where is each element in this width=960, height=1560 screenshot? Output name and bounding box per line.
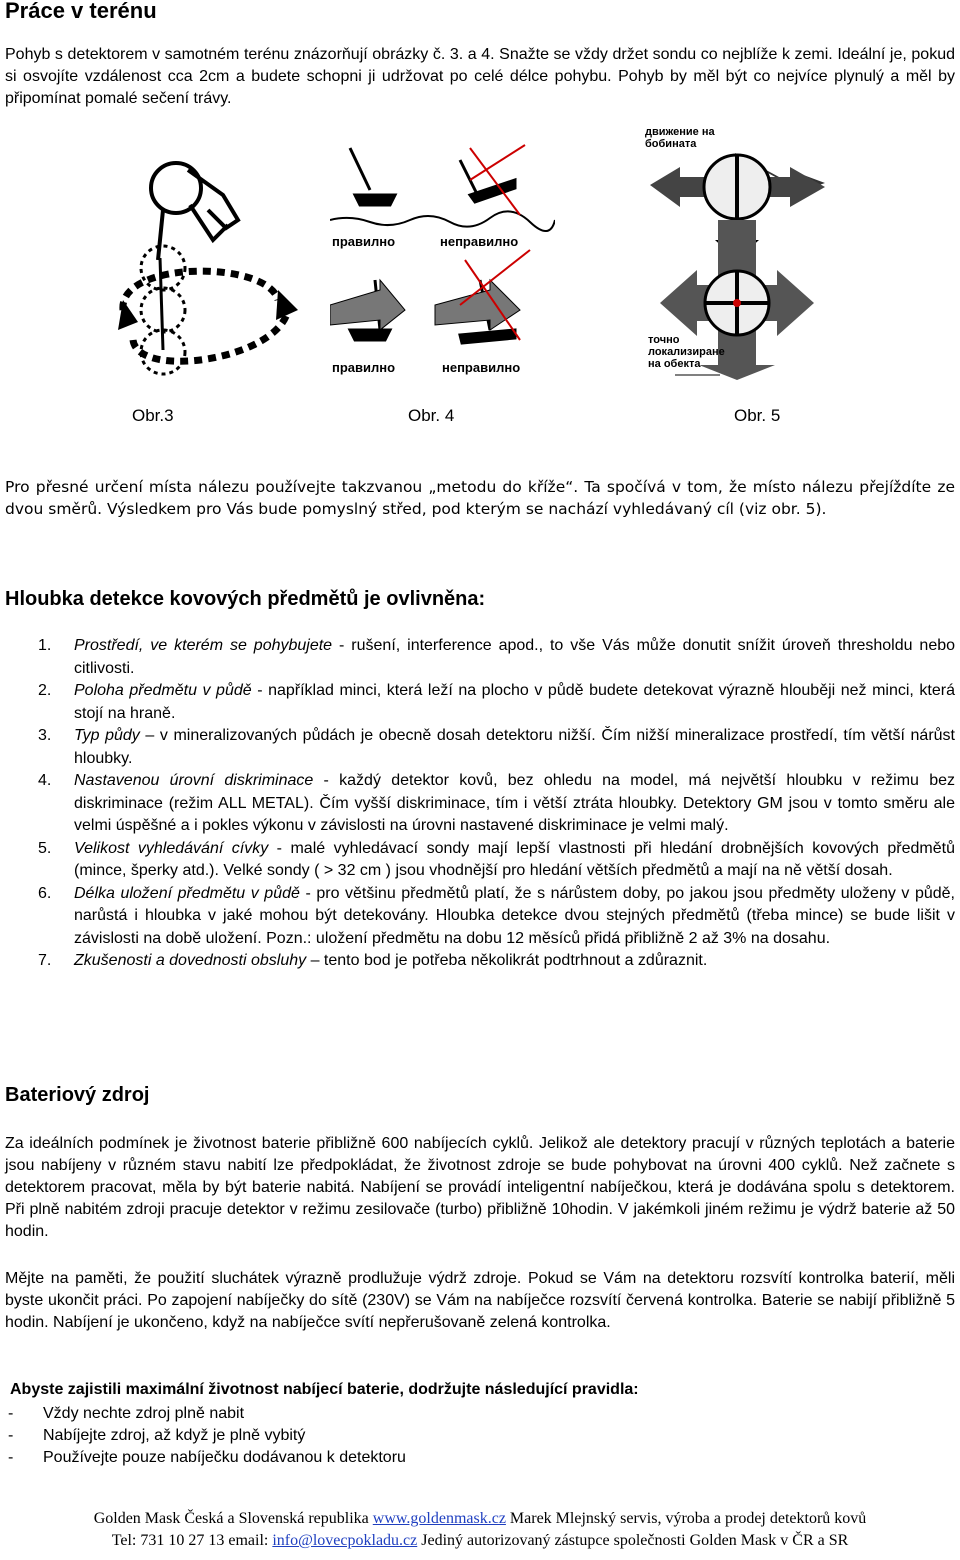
fig5-bottom-label-3: на обекта	[648, 358, 701, 370]
fig5-top-label-1: движение на	[645, 126, 715, 138]
item-heading: Délka uložení předmětu v půdě	[74, 884, 300, 902]
depth-factor-item	[5, 770, 955, 838]
website-link[interactable]: www.goldenmask.cz	[372, 1510, 506, 1527]
footer-representative: Jediný autorizovaný zástupce společnosti Golden Mask v ČR a SR	[417, 1532, 849, 1549]
figure-3-sweep-illustration	[118, 150, 308, 390]
figure-5-caption: Obr. 5	[734, 406, 781, 425]
depth-section-title: Hloubka detekce kovových předmětů je ovlivněna:	[5, 588, 486, 610]
depth-factor-item	[5, 635, 955, 680]
battery-paragraph-2: Mějte na paměti, že použití sluchátek výrazně prodlužuje výdrž zdroje. Pokud se Vám na detektoru rozsvítí kontrolka baterií, měli byste ukončit práci. Po zapojení nabíječky do sítě (230V) se Vám na nabíječce rozsvítí červená kontrolka. Baterie se nabijí přibližně 5 hodin. Nabíjení je ukončeno, když na nabíječce svítí nepřerušovaně zelená kontrolka.	[5, 1270, 955, 1331]
item-description: - například minci, která leží na plocho v půdě budete detekovat výrazně hlouběji než minci, která stojí na hraně.	[74, 682, 955, 722]
email-link[interactable]: info@lovecpokladu.cz	[272, 1532, 418, 1549]
item-number: 4.	[38, 772, 52, 789]
item-heading: Nastavenou úrovní diskriminace	[74, 772, 314, 789]
fig5-bottom-label-2: локализиране	[648, 346, 725, 358]
footer-phone: Tel: 731 10 27 13 email:	[111, 1532, 273, 1549]
item-number: 2.	[38, 682, 52, 699]
item-heading: Zkušenosti a dovednosti obsluhy	[74, 952, 307, 969]
battery-rules-list	[5, 1403, 905, 1469]
fig4-wrong-label-top: неправилно	[440, 234, 519, 249]
rule-text: Používejte pouze nabíječku dodávanou k detektoru	[43, 1449, 406, 1466]
depth-factor-item	[5, 950, 955, 973]
item-description: - malé vyhledávací sondy mají lepší vlastnosti při hledání drobnějších kovových předmětů (mince, šperky atd.). Velké sondy ( > 32 cm ) jsou vhodnější pro hledání větších předmětů a mají na ně větší dosah.	[74, 839, 955, 879]
item-number: 5.	[38, 839, 52, 857]
fig4-wrong-label-bottom: неправилно	[442, 360, 521, 375]
item-description: – v mineralizovaných půdách je obecně dosah detektoru nižší. Čím nižší mineralizace prostředí, tím větší nárůst hloubky.	[74, 727, 955, 767]
item-heading: Velikost vyhledávání cívky	[74, 839, 269, 857]
battery-rules-title: Abyste zajistili maximální životnost nabíjecí baterie, dodržujte následující pravidla:	[10, 1381, 639, 1398]
item-description: – tento bod je potřeba několikrát podtrhnout a zdůraznit.	[306, 952, 708, 969]
item-number: 7.	[38, 952, 52, 969]
item-number: 6.	[38, 884, 52, 902]
operator-head	[151, 163, 201, 213]
battery-section-title: Bateriový zdroj	[5, 1084, 150, 1106]
depth-factor-item	[5, 883, 955, 951]
battery-paragraph-1: Za ideálních podmínek je životnost baterie přibližně 600 nabíjecích cyklů. Jelikož ale detektory pracují v různých teplotách a baterie jsou nabíjeny v různém stavu nabití lze předpokládat, že životnost zdroje se bude pohybovat na úrovni 400 cyklů. Než začnete s detektorem pracovat, měla by být baterie nabitá. Nabíjení se provádí inteligentní nabíječkou, která je dodávána spolu s detektorem. Při plně nabitém zdroji pracuje detektor v režimu zesilovače (turbo) přibližně 10hodin. V jakémkoli jiném režimu je výdrž baterie až 50 hodin.	[5, 1135, 955, 1240]
item-number: 3.	[38, 727, 52, 744]
depth-factor-item	[5, 680, 955, 725]
depth-factor-item	[5, 725, 955, 770]
item-heading: Prostředí, ve kterém se pohybujete	[74, 637, 333, 654]
item-number: 1.	[38, 637, 52, 654]
list-item: - Používejte pouze nabíječku dodávanou k detektoru	[8, 1449, 406, 1466]
fig4-correct-label-top: правилно	[332, 234, 396, 249]
item-description: - rušení, interference apod., to vše Vás může donutit snížit úroveň thresholdu nebo citlivosti.	[74, 637, 956, 677]
depth-factors-list	[5, 635, 955, 973]
footer-company: Golden Mask Česká a Slovenská republika	[93, 1510, 373, 1527]
figure-3-caption: Obr.3	[132, 406, 174, 425]
item-description: - pro většinu předmětů platí, že s nárůstem doby, po jakou jsou předměty uloženy v půdě, narůstá i hloubka v jaké mohou být detekovány. Hloubka detekce dvou stejných předmětů (třeba mince) se bude lišit v závislosti na době uložení. Pozn.: uložení předmětu na dobu 12 měsíců přidá přibližně 2 až 3% na dosahu.	[74, 884, 956, 947]
intro-paragraph: Pohyb s detektorem v samotném terénu znázorňují obrázky č. 3. a 4. Snažte se vždy držet sondu co nejblíže k zemi. Ideální je, pokud si osvojíte vzdálenost cca 2cm a budete schopni ji udržovat po celé délce pohybu. Pohyb by měl být co nejvíce plynulý a měl by připomínat pomalé sečení trávy.	[5, 46, 955, 107]
footer-line-2	[0, 1530, 960, 1552]
item-description: - každý detektor kovů, bez ohledu na model, má největší hloubku v režimu bez diskriminace (režim ALL METAL). Čím vyšší diskriminace, tím i větší ztráta hloubky. Detektory GM jsou v tomto směru ale velmi úspěšné a i pokles výkonu v závislosti na úrovni nastavené diskriminace je velmi malý.	[74, 772, 955, 834]
figure-4-coil-angle-illustration	[330, 140, 555, 385]
fig5-bottom-label-1: точно	[648, 334, 680, 346]
figure-5-cross-method-illustration	[640, 125, 840, 380]
fig5-top-label-2: бобината	[645, 138, 697, 150]
footer-line-1	[0, 1508, 960, 1530]
depth-factor-item	[5, 838, 955, 883]
item-heading: Typ půdy	[74, 727, 140, 744]
fig4-correct-label-bottom: правилно	[332, 360, 396, 375]
list-item: - Vždy nechte zdroj plně nabit	[8, 1405, 245, 1422]
item-heading: Poloha předmětu v půdě	[74, 682, 252, 699]
footer-service: Marek Mlejnský servis, výroba a prodej detektorů kovů	[505, 1510, 867, 1527]
list-item: - Nabíjejte zdroj, až když je plně vybitý	[8, 1427, 306, 1444]
figure-4-caption: Obr. 4	[408, 406, 455, 425]
cross-method-paragraph: Pro přesné určení místa nálezu používejte takzvanou „metodu do kříže“. Ta spočívá v tom, že místo nálezu přejíždíte ze dvou směrů. Výsledkem pro Vás bude pomyslný střed, pod kterým se nachází vyhledávaný cíl (viz obr. 5).	[5, 478, 955, 518]
rule-text: Vždy nechte zdroj plně nabit	[43, 1405, 245, 1422]
rule-text: Nabíjejte zdroj, až když je plně vybitý	[43, 1427, 306, 1444]
section-title-field-work: Práce v terénu	[5, 0, 157, 23]
